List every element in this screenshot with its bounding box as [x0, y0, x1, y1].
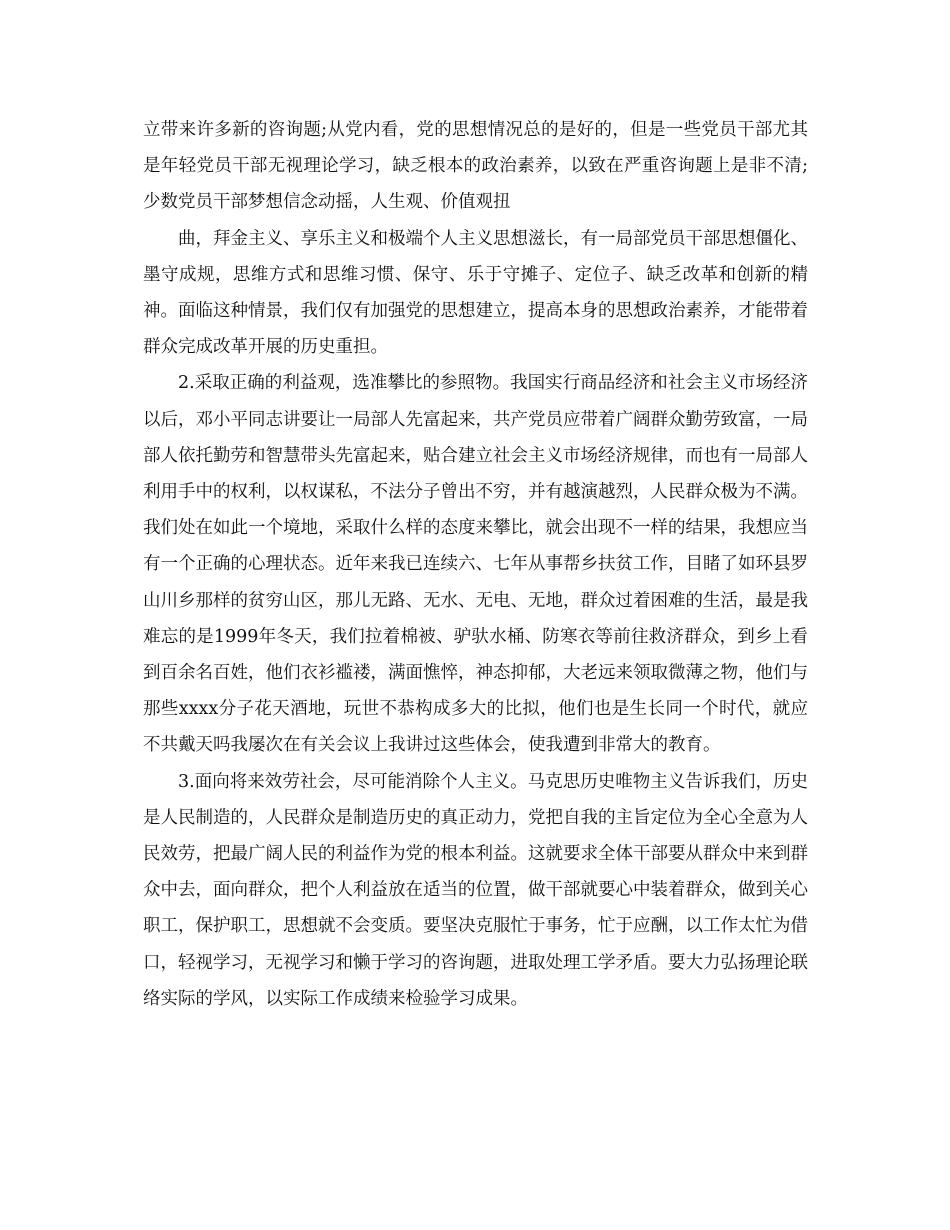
document-body [143, 112, 808, 1017]
paragraph-2: 曲，拜金主义、享乐主义和极端个人主义思想滋长，有一局部党员干部思想僵化、墨守成规，思维方式和思维习惯、保守、乐于守摊子、定位子、缺乏改革和创新的精神。面临这种情景，我们仅有加强党的思想建立，提高本身的思想政治素养，才能带着群众完成改革开展的历史重担。 [143, 228, 808, 358]
paragraph-3: 2.采取正确的利益观，选准攀比的参照物。我国实行商品经济和社会主义市场经济以后，邓小平同志讲要让一局部人先富起来，共产党员应带着广阔群众勤劳致富，一局部人依托勤劳和智慧带头先富起来，贴合建立社会主义市场经济规律，而也有一局部人利用手中的权利，以权谋私，不法分子曾出不穷，并有越演越烈，人民群众极为不满。我们处在如此一个境地，采取什么样的态度来攀比，就会出现不一样的结果，我想应当有一个正确的心理状态。近年来我已连续六、七年从事帮乡扶贫工作，目睹了如环县罗山川乡那样的贫穷山区，那儿无路、无水、无电、无地，群众过着困难的生活，最是我难忘的是1999年冬天，我们拉着棉被、驴驮水桶、防寒衣等前往救济群众，到乡上看到百余名百姓，他们衣衫褴褛，满面憔悴，神态抑郁，大老远来领取微薄之物，他们与那些xxxx分子花天酒地，玩世不恭构成多大的比拟，他们也是生长同一个时代，就应不共戴天吗我屡次在有关会议上我讲过这些体会，使我遭到非常大的教育。 [143, 373, 808, 756]
paragraph-4: 3.面向将来效劳社会，尽可能消除个人主义。马克思历史唯物主义告诉我们，历史是人民制造的，人民群众是制造历史的真正动力，党把自我的主旨定位为全心全意为人民效劳，把最广阔人民的利益作为党的根本利益。这就要求全体干部要从群众中来到群众中去，面向群众，把个人利益放在适当的位置，做干部就要心中装着群众，做到关心职工，保护职工，思想就不会变质。要坚决克服忙于事务，忙于应酬，以工作太忙为借口，轻视学习，无视学习和懒于学习的咨询题，进取处理工学矛盾。要大力弘扬理论联络实际的学风，以实际工作成绩来检验学习成果。 [143, 771, 808, 1009]
paragraph-1: 立带来许多新的咨询题;从党内看，党的思想情况总的是好的，但是一些党员干部尤其是年轻党员干部无视理论学习，缺乏根本的政治素养，以致在严重咨询题上是非不清;少数党员干部梦想信念动摇，人生观、价值观扭 [143, 120, 808, 213]
